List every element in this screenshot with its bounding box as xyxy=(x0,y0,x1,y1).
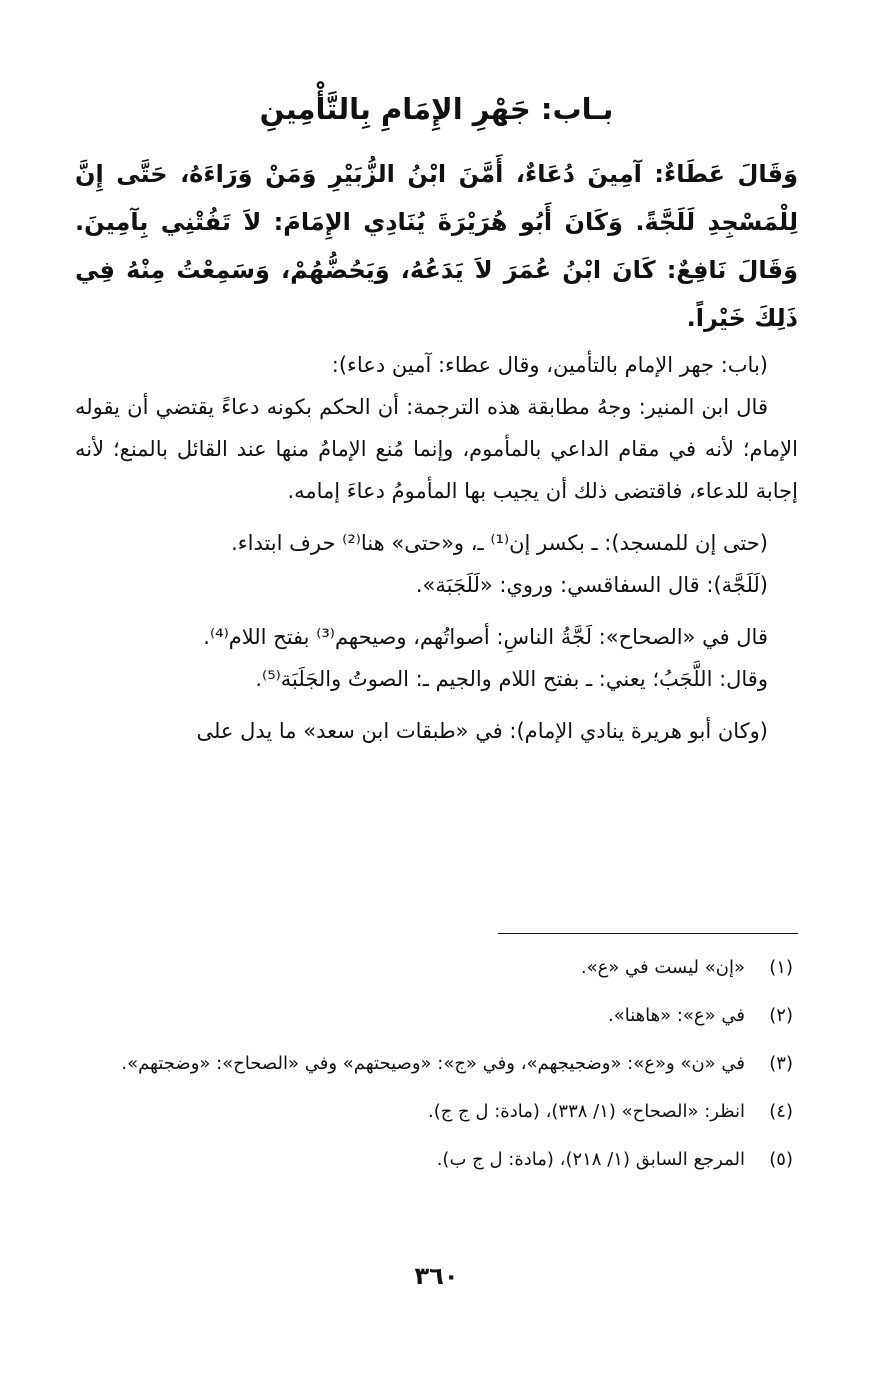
commentary-block xyxy=(75,344,798,762)
hadith-text-block xyxy=(75,150,798,342)
footnote-number: (١) xyxy=(769,957,793,978)
footnote-item xyxy=(75,1046,793,1082)
footnote-number: (٤) xyxy=(769,1101,793,1122)
commentary-heading: (باب: جهر الإمام بالتأمين، وقال عطاء: آمين دعاء): xyxy=(331,353,768,377)
footnote-number: (٢) xyxy=(769,1005,793,1026)
commentary-paragraph: وقال: اللَّجَبُ؛ يعني: ـ بفتح اللام والجيم ـ: الصوتُ والجَلَبَة⁽⁵⁾. xyxy=(255,667,768,691)
page-number: ٣٦٠ xyxy=(414,1262,459,1290)
footnote-divider xyxy=(498,933,798,934)
footnote-text: في «ن» و«ع»: «وضجيجهم»، وفي «ج»: «وصيحتهم» وفي «الصحاح»: «وضجتهم». xyxy=(121,1053,745,1074)
commentary-paragraph: قال في «الصحاح»: لَجَّةُ الناسِ: أصواتُهم، وصيحهم⁽³⁾ بفتح اللام⁽⁴⁾. xyxy=(203,625,768,649)
footnote-item xyxy=(75,1142,793,1178)
footnote-item xyxy=(75,998,793,1034)
footnote-number: (٥) xyxy=(769,1149,793,1170)
footnote-text: انظر: «الصحاح» (١/ ٣٣٨)، (مادة: ل ج ج). xyxy=(427,1101,745,1122)
footnote-text: في «ع»: «هاهنا». xyxy=(607,1005,745,1026)
commentary-paragraph: (حتى إن للمسجد): ـ بكسر إن⁽¹⁾ ـ، و«حتى» هنا⁽²⁾ حرف ابتداء. xyxy=(231,531,768,555)
hadith-paragraph: وَقَالَ عَطَاءٌ: آمِينَ دُعَاءٌ، أَمَّنَ ابْنُ الزُّبَيْرِ وَمَنْ وَرَاءَهُ، حَتَّى إِنَّ لِلْمَسْجِدِ لَلَجَّةً. وَكَانَ أَبُو هُرَيْرَةَ يُنَادِي الإِمَامَ: لاَ تَفُتْنِي بِآمِينَ. وَقَالَ نَافِعٌ: كَانَ ابْنُ عُمَرَ لاَ يَدَعُهُ، وَيَحُضُّهُمْ، وَسَمِعْتُ مِنْهُ فِي ذَلِكَ خَيْراً. xyxy=(75,160,798,332)
commentary-paragraph: قال ابن المنير: وجهُ مطابقة هذه الترجمة: أن الحكم بكونه دعاءً يقتضي أن يقوله الإمام؛ لأنه في مقام الداعي بالمأموم، وإنما مُنع الإمامُ منها عند القائل بالمنع؛ لأنه إجابة للدعاء، فاقتضى ذلك أن يجيب بها المأمومُ دعاءَ إمامه. xyxy=(75,395,798,503)
commentary-paragraph: (وكان أبو هريرة ينادي الإمام): في «طبقات ابن سعد» ما يدل على xyxy=(196,719,768,743)
footnotes-list xyxy=(75,950,793,1190)
footnote-item xyxy=(75,950,793,986)
footnote-text: «إن» ليست في «ع». xyxy=(580,957,745,978)
footnote-text: المرجع السابق (١/ ٢١٨)، (مادة: ل ج ب). xyxy=(436,1149,745,1170)
chapter-title: بـاب: جَهْرِ الإِمَامِ بِالتَّأْمِينِ xyxy=(259,92,614,126)
commentary-paragraph: (لَلَجَّة): قال السفاقسي: وروي: «لَلَجَبَة». xyxy=(415,573,768,597)
footnote-item xyxy=(75,1094,793,1130)
footnote-number: (٣) xyxy=(769,1053,793,1074)
